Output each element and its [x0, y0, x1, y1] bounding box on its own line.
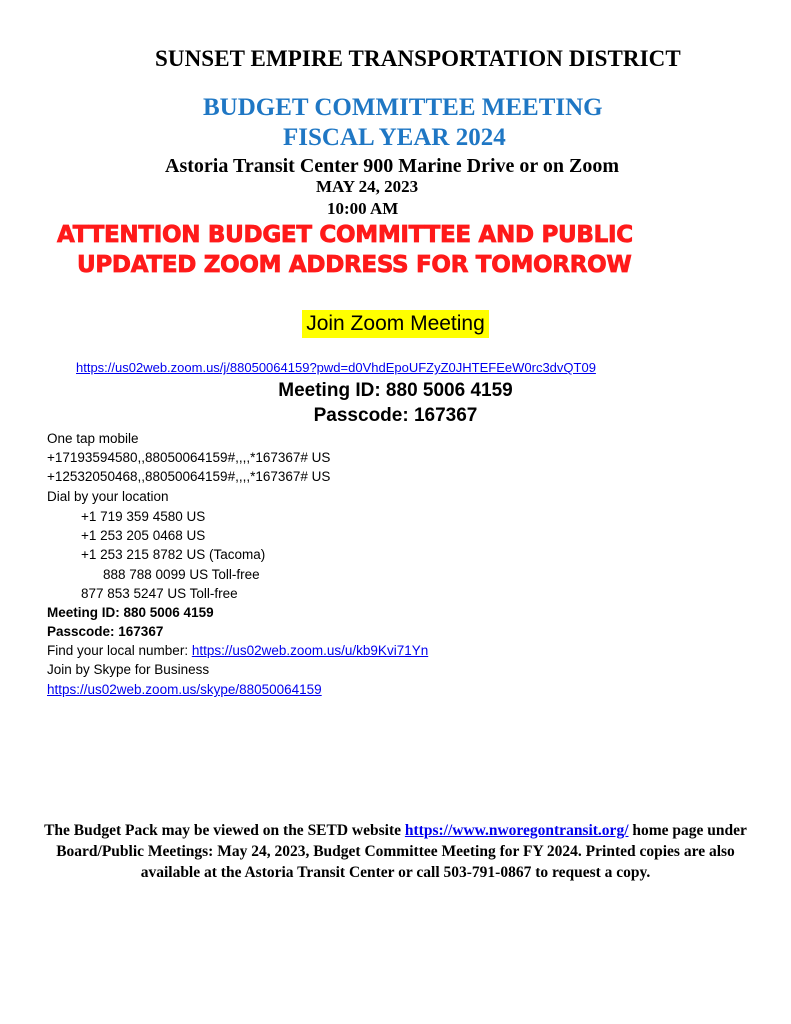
- skype-label: Join by Skype for Business: [47, 662, 210, 677]
- zoom-meeting-link[interactable]: https://us02web.zoom.us/j/88050064159?pwd=d0VhdEpoUFZyZ0JHTEFEeW0rc3dvQT09: [76, 360, 596, 375]
- meeting-id-heading: Meeting ID: 880 5006 4159: [278, 380, 513, 401]
- budget-pack-notice: [40, 820, 751, 883]
- dial-by-location-label: Dial by your location: [47, 489, 169, 504]
- dial-number-3: +1 253 215 8782 US (Tacoma): [81, 547, 266, 562]
- join-zoom-heading-wrap: [0, 310, 791, 338]
- dial-number-1: +1 719 359 4580 US: [81, 509, 206, 524]
- one-tap-label: One tap mobile: [47, 431, 139, 446]
- meeting-location: Astoria Transit Center 900 Marine Drive or on Zoom: [165, 155, 620, 177]
- fiscal-year-title: FISCAL YEAR 2024: [283, 124, 506, 151]
- meeting-id-line: Meeting ID: 880 5006 4159: [47, 605, 214, 620]
- one-tap-number-1: +17193594580,,88050064159#,,,,*167367# US: [47, 450, 331, 465]
- dial-number-2: +1 253 205 0468 US: [81, 528, 206, 543]
- setd-website-link[interactable]: https://www.nworegontransit.org/: [404, 822, 629, 839]
- footer-text-before: The Budget Pack may be viewed on the SETD website: [44, 822, 405, 839]
- passcode-line: Passcode: 167367: [47, 624, 164, 639]
- footer-text-after: home page under Board/Public Meetings: May 24, 2023, Budget Committee Meeting for FY 2024. Printed copies are also available at the Astoria Transit Center or call 503-791-0867 to request a copy.: [56, 822, 747, 881]
- local-number-label: Find your local number:: [47, 643, 192, 658]
- alert-line-1: ATTENTION BUDGET COMMITTEE AND PUBLIC: [57, 222, 633, 248]
- meeting-date: MAY 24, 2023: [316, 177, 419, 196]
- meeting-title: BUDGET COMMITTEE MEETING: [203, 94, 603, 121]
- passcode-heading: Passcode: 167367: [313, 405, 478, 426]
- dial-number-4: 888 788 0099 US Toll-free: [103, 567, 260, 582]
- organization-name: SUNSET EMPIRE TRANSPORTATION DISTRICT: [155, 46, 681, 71]
- skype-link[interactable]: https://us02web.zoom.us/skype/88050064159: [47, 682, 322, 697]
- meeting-time: 10:00 AM: [327, 199, 399, 218]
- local-number-link[interactable]: https://us02web.zoom.us/u/kb9Kvi71Yn: [191, 643, 429, 658]
- one-tap-number-2: +12532050468,,88050064159#,,,,*167367# US: [47, 469, 331, 484]
- alert-line-2: UPDATED ZOOM ADDRESS FOR TOMORROW: [77, 252, 632, 278]
- local-number-row: [47, 641, 428, 660]
- join-zoom-heading: Join Zoom Meeting: [302, 310, 489, 338]
- dial-number-5: 877 853 5247 US Toll-free: [81, 586, 238, 601]
